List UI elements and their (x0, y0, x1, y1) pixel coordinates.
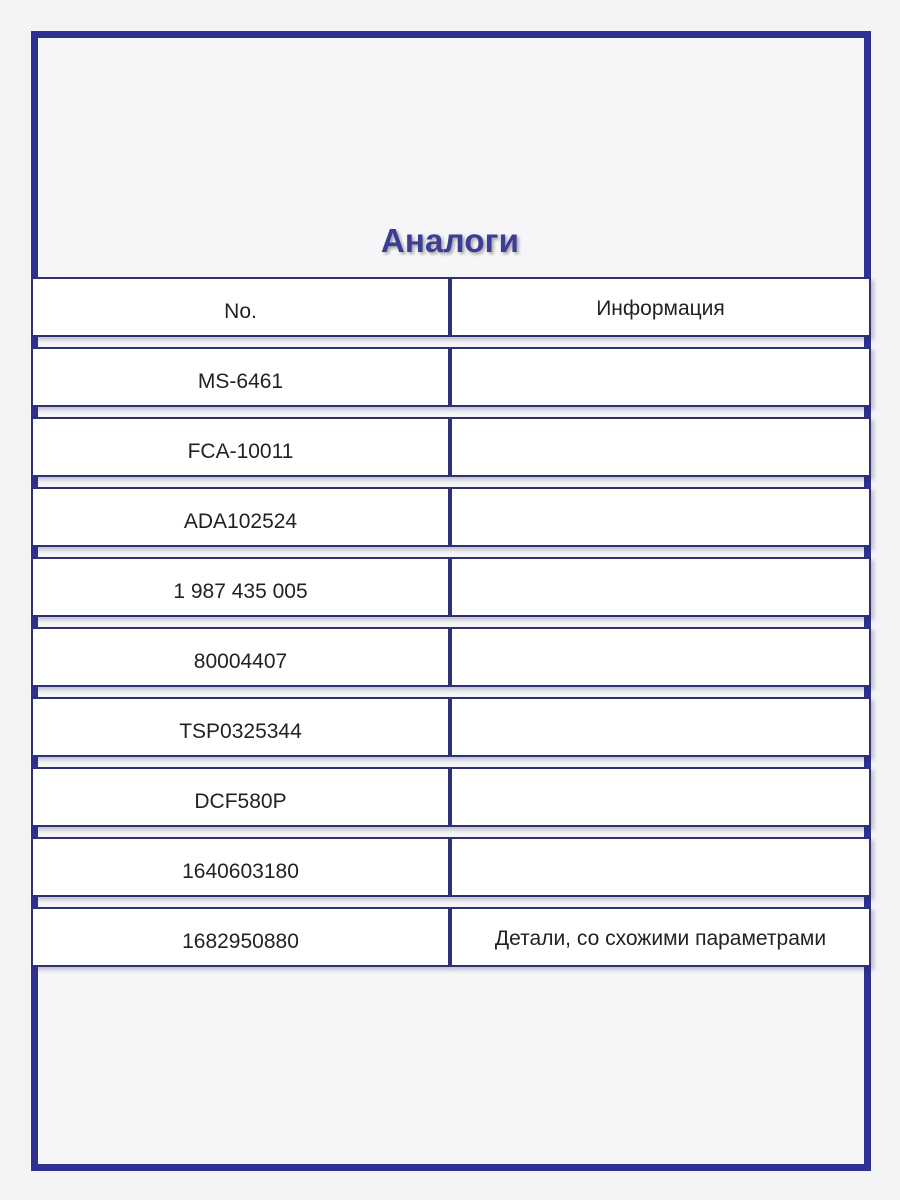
table-row (31, 487, 871, 547)
header-info-cell (450, 277, 871, 337)
page-title: Аналоги (380, 222, 520, 259)
table-row (31, 837, 871, 897)
part-number-cell (31, 487, 450, 547)
part-number: FCA-10011 (187, 440, 294, 463)
table-row (31, 697, 871, 757)
info-cell (450, 417, 871, 477)
info-text: Детали, со схожими параметрами (494, 927, 827, 950)
info-cell (450, 767, 871, 827)
header-info-label: Информация (596, 297, 725, 320)
part-number-cell (31, 697, 450, 757)
header-no-label: No. (224, 300, 257, 323)
part-number: TSP0325344 (179, 720, 302, 743)
part-number: ADA102524 (183, 510, 298, 533)
info-cell (450, 697, 871, 757)
table-row (31, 627, 871, 687)
part-number: 80004407 (193, 650, 288, 673)
part-number-cell (31, 767, 450, 827)
part-number: 1682950880 (182, 930, 299, 953)
part-number: 1640603180 (182, 860, 299, 883)
part-number: MS-6461 (197, 370, 284, 393)
info-cell (450, 907, 871, 967)
table-row (31, 557, 871, 617)
part-number-cell (31, 837, 450, 897)
table-row (31, 767, 871, 827)
part-number: 1 987 435 005 (173, 580, 308, 603)
part-number-cell (31, 347, 450, 407)
header-no-cell (31, 277, 450, 337)
info-cell (450, 627, 871, 687)
info-cell (450, 837, 871, 897)
part-number-cell (31, 627, 450, 687)
table-header-row (31, 277, 871, 337)
part-number-cell (31, 907, 450, 967)
part-number-cell (31, 417, 450, 477)
table-row (31, 417, 871, 477)
info-cell (450, 487, 871, 547)
table-row (31, 907, 871, 967)
info-cell (450, 557, 871, 617)
table-row (31, 347, 871, 407)
part-number-cell (31, 557, 450, 617)
info-cell (450, 347, 871, 407)
part-number: DCF580P (194, 790, 287, 813)
